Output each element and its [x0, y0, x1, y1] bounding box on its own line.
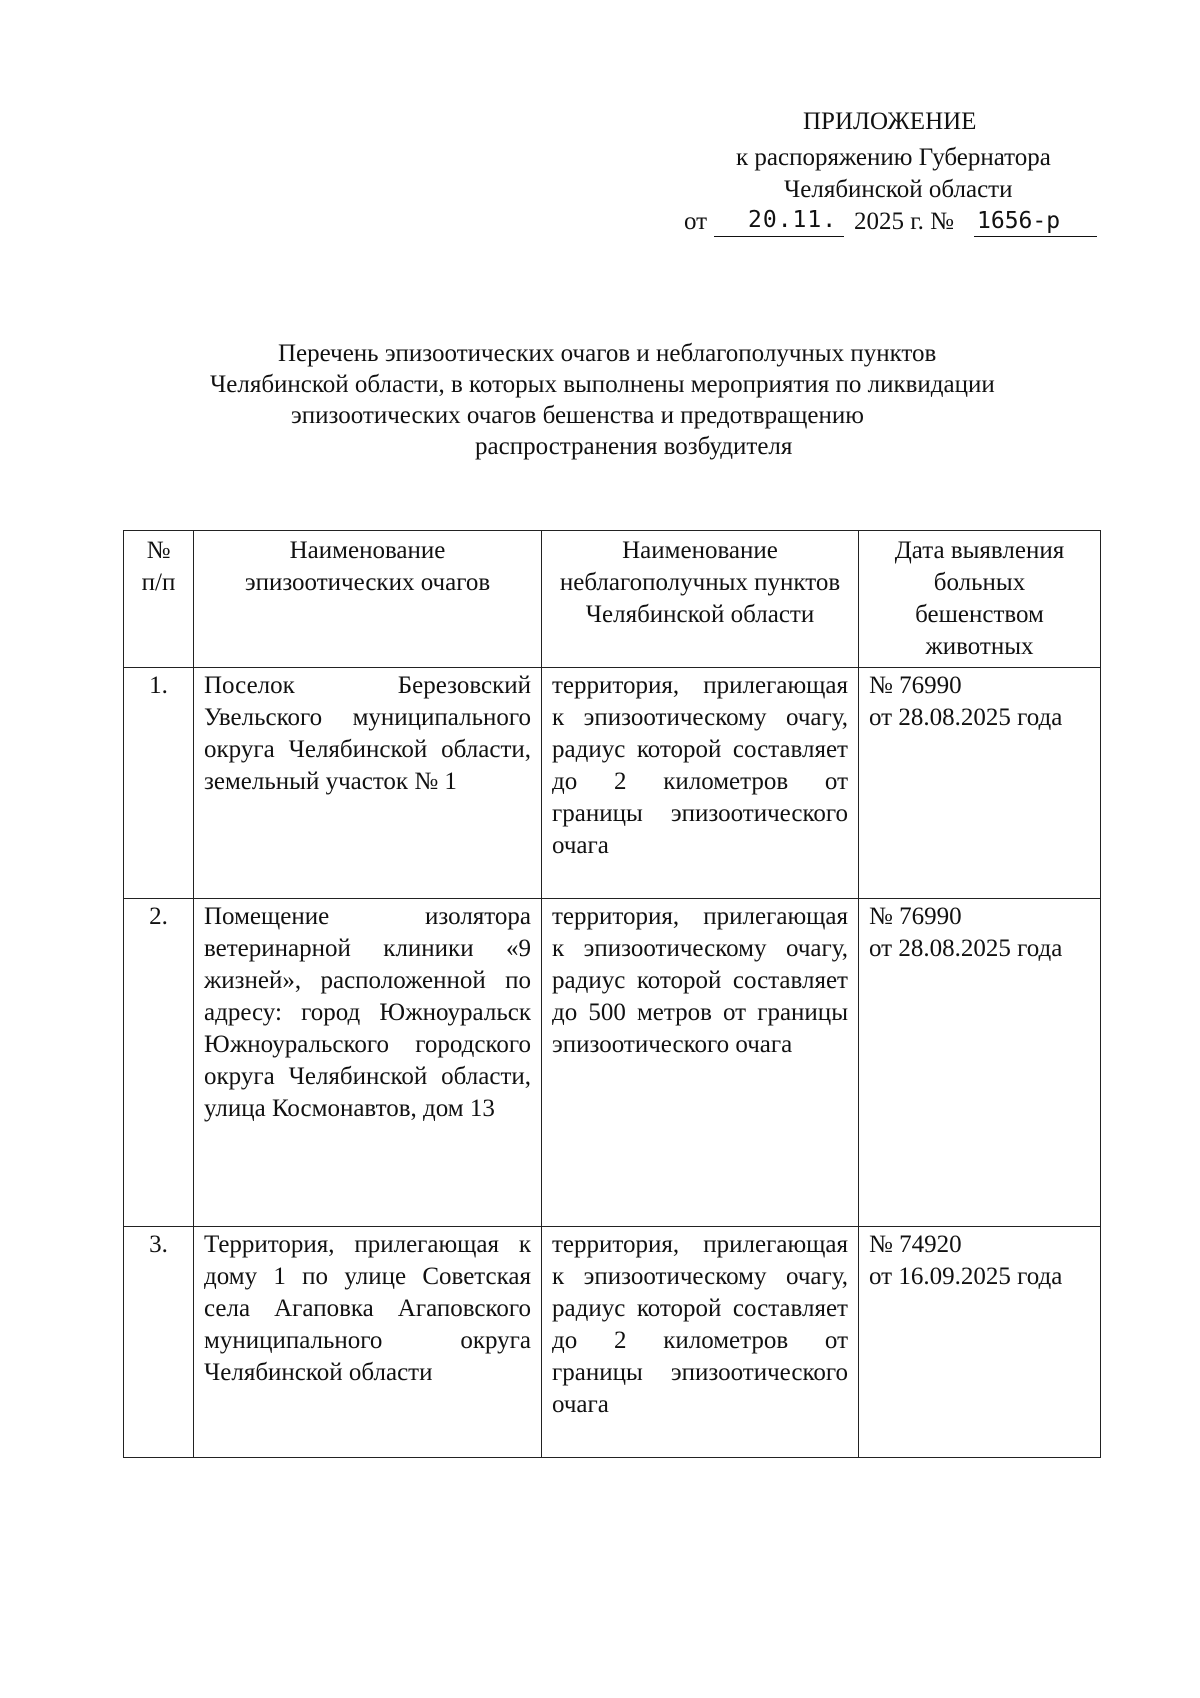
point-name: территория, прилегающая к эпизоотическому очагу, радиус которой составляет до 2 километров от границы эпизоотического очага [542, 668, 859, 899]
appendix-date-line [684, 206, 1097, 242]
appendix-reference: к распоряжению Губернатора [736, 144, 1051, 171]
table-header-row [124, 531, 1101, 668]
row-number: 1. [124, 668, 194, 899]
detection-date: от 16.09.2025 года [869, 1263, 1063, 1290]
point-name: территория, прилегающая к эпизоотическому очагу, радиус которой составляет до 2 километров от границы эпизоотического очага [542, 1227, 859, 1458]
table-row [124, 899, 1101, 1227]
heading-line-4: распространения возбудителя [475, 433, 793, 460]
year-label: 2025 г. № [854, 208, 955, 235]
order-number: 1656-р [977, 208, 1061, 234]
detection-date: от 28.08.2025 года [869, 704, 1063, 731]
appendix-region: Челябинской области [784, 176, 1013, 203]
point-name: территория, прилегающая к эпизоотическому очагу, радиус которой составляет до 500 метров от границы эпизоотического очага [542, 899, 859, 1227]
order-date: 20.11. [748, 207, 838, 233]
heading-line-3: эпизоотических очагов бешенства и предотвращению [291, 402, 864, 429]
row-number: 3. [124, 1227, 194, 1458]
detection-number: № 74920 [869, 1231, 962, 1258]
detection-date-cell [859, 1227, 1101, 1458]
detection-date: от 28.08.2025 года [869, 935, 1063, 962]
table-row [124, 668, 1101, 899]
heading-line-1: Перечень эпизоотических очагов и неблагополучных пунктов [278, 340, 937, 367]
table-row [124, 1227, 1101, 1458]
heading-line-2: Челябинской области, в которых выполнены мероприятия по ликвидации [210, 371, 995, 398]
focus-name: Поселок Березовский Увельского муниципального округа Челябинской области, земельный участок № 1 [194, 668, 542, 899]
detection-number: № 76990 [869, 672, 962, 699]
header-date: Дата выявления больных бешенством животных [859, 531, 1101, 668]
focus-name: Помещение изолятора ветеринарной клиники «9 жизней», расположенной по адресу: город Южноуральск Южноуральского городского округа Челябинской области, улица Космонавтов, дом 13 [194, 899, 542, 1227]
header-point: Наименование неблагополучных пунктов Челябинской области [542, 531, 859, 668]
detection-date-cell [859, 668, 1101, 899]
focus-name: Территория, прилегающая к дому 1 по улице Советская села Агаповка Агаповского муниципального округа Челябинской области [194, 1227, 542, 1458]
row-number: 2. [124, 899, 194, 1227]
header-number: № п/п [124, 531, 194, 668]
detection-date-cell [859, 899, 1101, 1227]
date-underline [714, 236, 844, 237]
from-label: от [684, 208, 708, 235]
detection-number: № 76990 [869, 903, 962, 930]
rabies-foci-table [123, 530, 1101, 1458]
header-focus: Наименование эпизоотических очагов [194, 531, 542, 668]
appendix-title: ПРИЛОЖЕНИЕ [803, 108, 977, 135]
